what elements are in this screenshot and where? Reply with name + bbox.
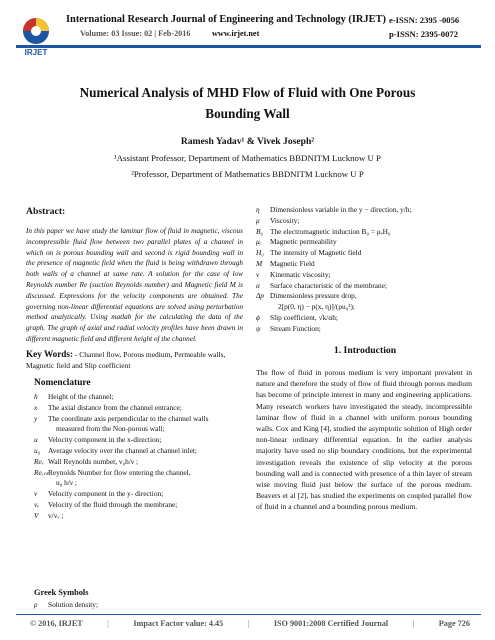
symbol-definition: Stream Function; xyxy=(270,323,321,333)
symbol-row xyxy=(34,446,246,457)
symbol: μ xyxy=(256,215,260,225)
symbol-row xyxy=(256,270,474,281)
footer-page-number: Page 726 xyxy=(438,619,470,628)
symbol-definition: Solution density; xyxy=(48,600,98,609)
paper-title xyxy=(60,82,435,124)
greek-symbols-list-right xyxy=(256,205,474,335)
symbol: ρ xyxy=(34,600,38,609)
keywords xyxy=(26,349,243,372)
nomenclature-list xyxy=(34,392,246,522)
introduction-text: The flow of fluid in porous medium is very important prevalent in nature and therefore the study of flow of fluid through porous medium has become of principle interest in many and engineering applications. Many research workers have investigated the steady, incompressible laminar flow of fluid in a channel with uniform porous bounding walls. Cox and King [4], studied the asymptotic solution of High order non-linear ordinary differential equation. In the earlier analysis majority have used no slip boundary conditions, but the experimental investigation reveals the existence of slip velocity at the porous bounding wall and is connected with presence of a thin layer of stream wise moving fluid just below the surface of the porous medium. Beavers et al [2], has studied the experiments on coupled parallel flow of fluid in a channel and a bounding porous medium. xyxy=(256,368,472,512)
symbol-row xyxy=(34,424,246,435)
symbol-row xyxy=(34,500,246,511)
symbol-row xyxy=(256,237,474,248)
footer-iso: ISO 9001:2008 Certified Journal xyxy=(273,619,389,628)
symbol: Reₑₙₜ xyxy=(34,467,49,477)
footer xyxy=(30,619,470,628)
symbol: u₀ xyxy=(34,445,41,455)
symbol: M xyxy=(256,258,263,268)
symbol-row xyxy=(34,457,246,468)
symbol-definition: Magnetic Field xyxy=(270,258,315,268)
symbol-definition: The coordinate axis perpendicular to the channel walls xyxy=(48,413,209,423)
symbol-definition: The axial distance from the channel entrance; xyxy=(48,402,182,412)
symbol-row xyxy=(34,511,246,522)
irjet-logo xyxy=(12,14,60,58)
symbol-row xyxy=(34,414,246,425)
symbol: Reᵥ xyxy=(34,456,44,466)
symbol-definition: u₀ h/ν ; xyxy=(56,478,77,488)
symbol-row xyxy=(34,489,246,500)
symbol-row xyxy=(256,227,474,238)
symbol-row xyxy=(34,478,246,489)
keywords-text: - Channel flow, Porous medium, Permeable walls, Magnetic field and Slip coefficient xyxy=(26,350,226,370)
symbol-definition: Magnetic permeability xyxy=(270,237,337,247)
symbol: vᵥ xyxy=(34,499,40,509)
symbol-row xyxy=(34,468,246,479)
symbol-definition: Viscosity; xyxy=(270,215,300,225)
symbol: x xyxy=(34,402,38,412)
symbol-definition: Dimensionless variable in the y − direction, y/h; xyxy=(270,205,412,214)
symbol-row xyxy=(256,302,474,313)
symbol-row xyxy=(34,600,246,611)
symbol xyxy=(34,424,48,435)
symbol-definition: Velocity of the fluid through the membrane; xyxy=(48,499,178,509)
title-line-1: Numerical Analysis of MHD Flow of Fluid with One Porous xyxy=(79,85,416,100)
header-rule xyxy=(16,45,481,48)
symbol-row xyxy=(34,392,246,403)
symbol: α xyxy=(256,280,260,290)
greek-symbols-list-left xyxy=(34,600,246,611)
symbol-definition: Height of the channel; xyxy=(48,392,114,401)
footer-separator: | xyxy=(247,619,250,628)
symbol-row xyxy=(256,324,474,335)
symbol-row xyxy=(34,435,246,446)
e-issn: e-ISSN: 2395 -0056 xyxy=(389,15,460,25)
symbol-definition: measured from the Non-porous wall; xyxy=(56,424,165,434)
nomenclature-heading: Nomenclature xyxy=(34,378,91,388)
affiliation-1: ¹Assistant Professor, Department of Mathematics BBDNITM Lucknow U P xyxy=(114,153,381,163)
symbol: ϕ xyxy=(256,312,260,322)
symbol: μₑ xyxy=(256,237,262,247)
title-line-2: Bounding Wall xyxy=(205,106,290,121)
symbol-definition: The intensity of Magnetic field xyxy=(270,248,362,258)
volume-issue: Volume: 03 Issue: 02 | Feb-2016 xyxy=(80,29,191,38)
symbol: V xyxy=(34,510,39,520)
symbol-row xyxy=(256,281,474,292)
symbol: u xyxy=(34,435,38,445)
symbol: B₀ xyxy=(256,226,264,236)
symbol-row xyxy=(256,248,474,259)
footer-copyright: © 2016, IRJET xyxy=(30,619,83,628)
symbol: ν xyxy=(256,269,260,279)
footer-impact-factor: Impact Factor value: 4.45 xyxy=(133,619,224,628)
symbol: H₀ xyxy=(256,248,264,258)
introduction-heading: 1. Introduction xyxy=(333,345,397,356)
symbol-row xyxy=(256,216,474,227)
symbol-definition: Kinematic viscosity; xyxy=(270,269,331,279)
symbol-row xyxy=(256,313,474,324)
keywords-label: Key Words: xyxy=(26,349,74,359)
footer-separator: | xyxy=(107,619,109,628)
symbol: h xyxy=(34,392,38,401)
symbol: ψ xyxy=(256,323,261,333)
footer-rule xyxy=(16,614,481,615)
symbol-row xyxy=(34,403,246,414)
journal-url[interactable]: www.irjet.net xyxy=(212,29,260,38)
symbol-row xyxy=(256,259,474,270)
affiliation-2: ²Professor, Department of Mathematics BBDNITM Lucknow U P xyxy=(131,169,364,179)
symbol-definition: Wall Reynolds number, v₀h/ν ; xyxy=(48,456,139,466)
symbol: v xyxy=(34,489,38,499)
symbol-definition: 2[p(0, η) − p(x, η)]/(ρu₀²); xyxy=(278,302,355,312)
greek-symbols-heading: Greek Symbols xyxy=(34,588,89,597)
symbol: y xyxy=(34,413,38,423)
abstract-text: In this paper we have study the laminar flow of fluid in magnetic, viscous incompressible fluid flow between two parallel plates of a channel in which on is porous bounding wall and second is rigid bounding wall in the presence of magnetic field when the fluid is being withdrawn through both walls of a channel at same rate. A solution for the case of low Reynolds number Re (suction Reynolds number) and Magnetic field M is discussed. Expressions for the velocity components are obtained. The governing non-linear differential equations are solved using perturbation method analytically. Using matlab for the calculating the data of the graph. The graph of axial and radial velocity profiles have been drawn in different magnetic field and different height of the channel. xyxy=(26,227,243,343)
symbol-definition: v/vᵥ ; xyxy=(48,510,64,520)
symbol xyxy=(256,302,270,313)
symbol: η xyxy=(256,205,260,214)
authors: Ramesh Yadav¹ & Vivek Joseph² xyxy=(180,136,315,147)
abstract-heading: Abstract: xyxy=(26,206,66,217)
symbol-row xyxy=(256,205,474,216)
symbol-definition: Dimensionless pressure drop, xyxy=(270,291,357,301)
journal-name: International Research Journal of Engineering and Technology (IRJET) xyxy=(66,14,386,25)
symbol-definition: Velocity component in the x-direction; xyxy=(48,435,162,445)
symbol-definition: Slip coefficient, √k/αh; xyxy=(270,312,338,322)
svg-text:IRJET: IRJET xyxy=(24,48,48,57)
symbol-definition: Surface characteristic of the membrane; xyxy=(270,280,388,290)
symbol-definition: Average velocity over the channel at channel inlet; xyxy=(48,445,197,455)
symbol-definition: Velocity component in the y- direction; xyxy=(48,489,164,499)
symbol: Δp xyxy=(256,291,264,301)
symbol-definition: The electromagnetic induction B₀ = μₑH₀ xyxy=(270,226,391,236)
p-issn: p-ISSN: 2395-0072 xyxy=(389,29,458,39)
symbol-definition: Reynolds Number for flow entering the channel, xyxy=(48,467,191,477)
symbol-row xyxy=(256,291,474,302)
symbol xyxy=(34,478,48,489)
footer-separator: | xyxy=(412,619,415,628)
